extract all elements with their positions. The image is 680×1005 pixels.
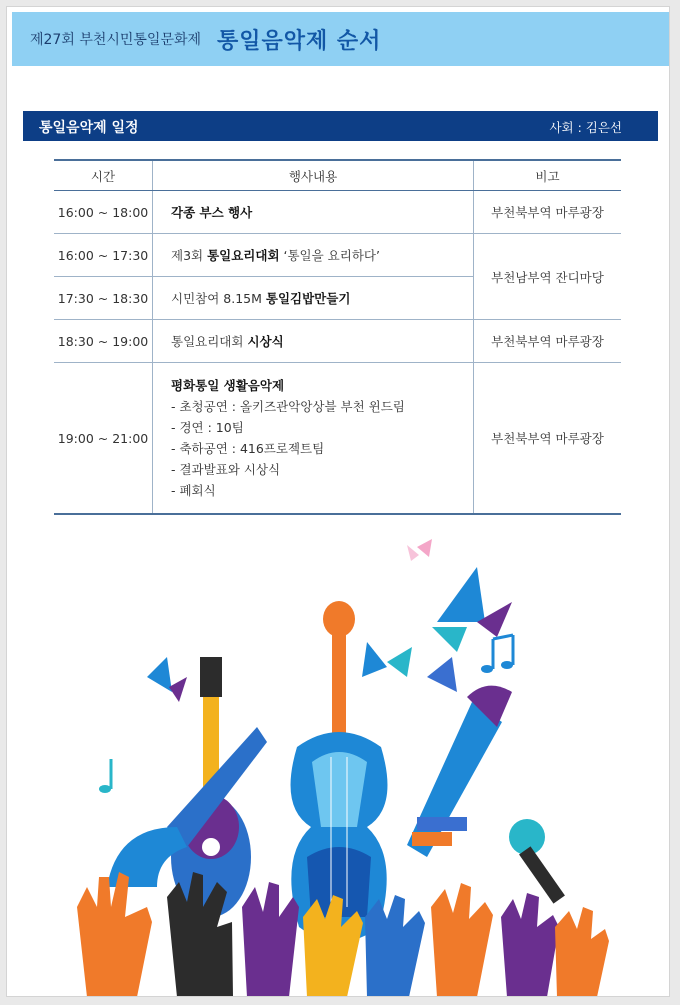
time-cell: 19:00 ~ 21:00 — [54, 363, 153, 515]
content-cell — [153, 320, 474, 363]
program-title: 평화통일 생활음악제 — [171, 378, 285, 393]
content-pre: 통일요리대회 — [171, 334, 248, 349]
place-cell: 부천남부역 잔디마당 — [474, 234, 622, 320]
music-note-icon — [99, 759, 111, 793]
time-cell: 18:30 ~ 19:00 — [54, 320, 153, 363]
place-cell: 부천북부역 마루광장 — [474, 191, 622, 234]
content-post: ‘통일을 요리하다’ — [279, 248, 380, 263]
content-bold: 시상식 — [247, 334, 284, 349]
program-item: - 축하공연 : 416프로젝트팀 — [171, 441, 325, 456]
schedule-table — [54, 159, 621, 515]
table-row — [54, 363, 621, 515]
banner-subtitle: 제27회 부천시민통일문화제 — [30, 32, 202, 48]
butterfly-icon — [432, 567, 512, 652]
program-item: - 폐회식 — [171, 483, 216, 498]
title-banner — [12, 12, 670, 66]
microphone-icon — [509, 819, 565, 904]
col-header-time: 시간 — [54, 160, 153, 191]
col-header-note: 비고 — [474, 160, 622, 191]
content-pre: 시민참여 8.15M — [171, 291, 266, 306]
content-bold: 통일요리대회 — [207, 248, 280, 263]
schedule-section-bar — [23, 111, 658, 141]
time-cell: 17:30 ~ 18:30 — [54, 277, 153, 320]
banner-title: 통일음악제 순서 — [217, 29, 382, 54]
trumpet-icon — [407, 686, 512, 857]
butterfly-icon — [147, 657, 187, 702]
time-cell: 16:00 ~ 18:00 — [54, 191, 153, 234]
table-header-row — [54, 160, 621, 191]
poster-page — [6, 6, 670, 997]
content-cell — [153, 234, 474, 277]
content-bold: 각종 부스 행사 — [171, 205, 253, 220]
program-item: - 초청공연 : 올키즈관악앙상블 부천 윈드림 — [171, 399, 405, 414]
content-pre: 제3회 — [171, 248, 208, 263]
table-row — [54, 234, 621, 277]
section-title: 통일음악제 일정 — [39, 120, 139, 136]
music-illustration — [7, 527, 670, 997]
program-item: - 결과발표와 시상식 — [171, 462, 281, 477]
section-host: 사회 : 김은선 — [549, 120, 622, 135]
content-bold: 통일김밥만들기 — [265, 291, 351, 306]
content-cell — [153, 277, 474, 320]
place-cell: 부천북부역 마루광장 — [474, 363, 622, 515]
butterfly-icon — [427, 657, 457, 692]
butterfly-icon — [407, 539, 432, 561]
table-row — [54, 320, 621, 363]
content-cell — [153, 363, 474, 515]
place-cell: 부천북부역 마루광장 — [474, 320, 622, 363]
table-row — [54, 191, 621, 234]
butterfly-icon — [362, 642, 412, 677]
music-note-icon — [481, 635, 513, 673]
program-item: - 경연 : 10팀 — [171, 420, 244, 435]
content-cell — [153, 191, 474, 234]
time-cell: 16:00 ~ 17:30 — [54, 234, 153, 277]
col-header-content: 행사내용 — [153, 160, 474, 191]
